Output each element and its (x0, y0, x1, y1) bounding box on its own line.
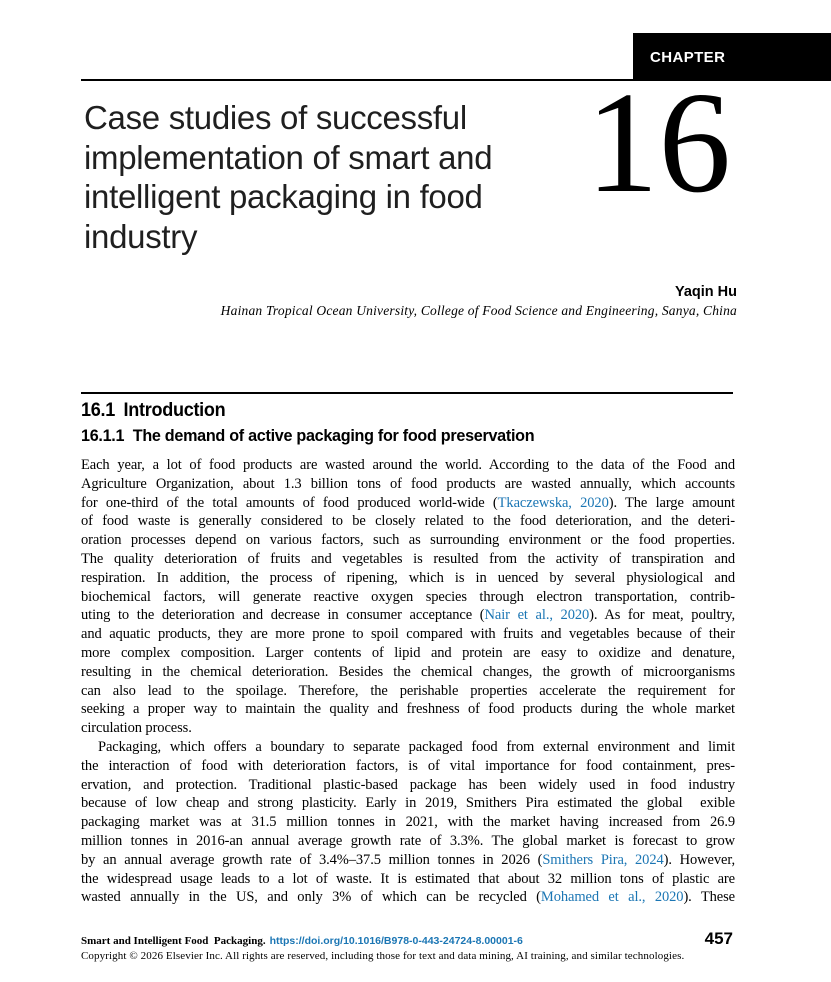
section-title: Introduction (123, 400, 226, 421)
book-title: Smart and Intelligent Food Packaging. (81, 935, 266, 947)
copyright-notice: Copyright © 2026 Elsevier Inc. All rights are reserved, including those for text and data mining, AI training, and similar technologies. (81, 950, 685, 962)
text-segment: ). These (683, 889, 735, 906)
text-line (81, 606, 735, 625)
chapter-number: 16 (586, 63, 731, 223)
text-line (81, 813, 735, 832)
text-segment: biochemical factors, will generate reactive oxygen species through electron transportation, contrib- (81, 588, 735, 605)
text-line (81, 776, 735, 795)
text-line (81, 625, 735, 644)
text-segment: packaging market was at 31.5 million tonnes in 2021, with the market having increased from 26.9 (81, 814, 735, 831)
text-line (81, 663, 735, 682)
text-segment: Each year, a lot of food products are wasted around the world. According to the data of the Food and (81, 457, 735, 473)
author-block (221, 283, 737, 319)
paragraph (81, 456, 735, 738)
text-segment: oration processes depend on various factors, such as surrounding environment or the food properties. (81, 532, 735, 549)
author-name: Yaqin Hu (674, 284, 737, 300)
section-heading-16-1 (81, 400, 225, 422)
text-segment: can also lead to the spoilage. Therefore, the perishable properties accelerate the requirement for (81, 682, 735, 699)
text-line (81, 588, 735, 607)
text-segment: the widespread usage leads to a lot of waste. It is estimated that about 32 million tons of plastic are (81, 870, 735, 887)
text-line (81, 644, 735, 663)
citation-link[interactable]: Smithers Pira, 2024 (542, 851, 664, 868)
citation-link[interactable]: Tkaczewska, 2020 (497, 494, 609, 511)
chapter-title-line: industry (84, 217, 198, 255)
body-text (81, 456, 735, 907)
text-segment: circulation process. (81, 720, 192, 737)
text-segment: seeking a proper way to maintain the quality and freshness of food products during the whole market (81, 701, 735, 718)
doi-link[interactable]: https://doi.org/10.1016/B978-0-443-24724-8.00001-6 (269, 935, 523, 947)
text-line (81, 494, 735, 513)
author-affiliation: Hainan Tropical Ocean University, College of Food Science and Engineering, Sanya, China (220, 303, 737, 318)
text-segment: uting to the deterioration and decrease in consumer acceptance ( (81, 607, 485, 624)
chapter-title (84, 98, 492, 256)
text-segment: and aquatic products, they are more prone to spoil compared with fruits and vegetables because of their (81, 626, 735, 643)
text-segment: respiration. In addition, the process of ripening, which is in uenced by several physiological and (81, 569, 735, 586)
chapter-label: CHAPTER (650, 48, 726, 66)
text-segment: for one-third of the total amounts of food produced world-wide ( (81, 494, 498, 511)
text-segment: more complex composition. Larger contents of lipid and protein are easy to oxidize and denature, (81, 644, 735, 661)
paragraph (81, 738, 735, 907)
text-line (81, 738, 735, 757)
page-number: 457 (704, 929, 733, 948)
text-line (81, 851, 735, 870)
header-rule (81, 79, 633, 81)
text-line (81, 682, 735, 701)
section-number: 16.1 (81, 400, 115, 421)
text-segment: million tonnes in 2016-an annual average growth rate of 3.3%. The global market is forecast to grow (81, 832, 735, 849)
text-segment: of food waste is generally considered to be closely related to the food deterioration, and the deteri- (81, 513, 735, 530)
text-line (81, 719, 735, 738)
text-line (81, 888, 735, 907)
subsection-number: 16.1.1 (81, 426, 125, 445)
text-segment: ervation, and protection. Traditional plastic-based package has been widely used in food industry (81, 776, 735, 793)
section-rule (81, 392, 733, 394)
citation-link[interactable]: Nair et al., 2020 (484, 607, 590, 624)
text-line (81, 531, 735, 550)
text-line (81, 757, 735, 776)
citation-link[interactable]: Mohamed et al., 2020 (540, 889, 684, 906)
text-line (81, 512, 735, 531)
text-segment: resulting in the chemical deterioration. Besides the chemical changes, the growth of microorganisms (81, 663, 735, 680)
text-segment: Packaging, which offers a boundary to separate packaged food from external environment and limit (98, 738, 735, 755)
text-segment: because of low cheap and strong plasticity. Early in 2019, Smithers Pira estimated the global exible (81, 795, 735, 812)
text-segment: The quality deterioration of fruits and vegetables is resulted from the activity of transpiration and (81, 550, 735, 567)
text-line (81, 569, 735, 588)
text-line (81, 794, 735, 813)
text-segment: wasted annually in the US, and only 3% of which can be recycled ( (81, 889, 541, 906)
footer-citation-line (81, 935, 523, 947)
text-line (81, 456, 735, 475)
text-line (81, 475, 735, 494)
text-segment: ). As for meat, poultry, (589, 607, 735, 624)
text-line (81, 870, 735, 889)
text-line (81, 832, 735, 851)
chapter-title-line: Case studies of successful (84, 99, 467, 136)
subsection-title: The demand of active packaging for food preservation (132, 426, 535, 445)
text-segment: ). The large amount (608, 494, 735, 511)
text-segment: ). However, (663, 851, 735, 868)
text-segment: Agriculture Organization, about 1.3 billion tons of food products are wasted annually, which accounts (81, 475, 735, 492)
chapter-title-line: implementation of smart and (84, 138, 493, 176)
text-line (81, 700, 735, 719)
text-segment: by an annual average growth rate of 3.4%–37.5 million tonnes in 2026 ( (81, 851, 543, 868)
text-line (81, 550, 735, 569)
subsection-heading-16-1-1 (81, 426, 534, 446)
text-segment: the interaction of food with deterioration factors, is of vital importance for food containment, pres- (81, 757, 735, 774)
chapter-title-line: intelligent packaging in food (84, 178, 483, 215)
